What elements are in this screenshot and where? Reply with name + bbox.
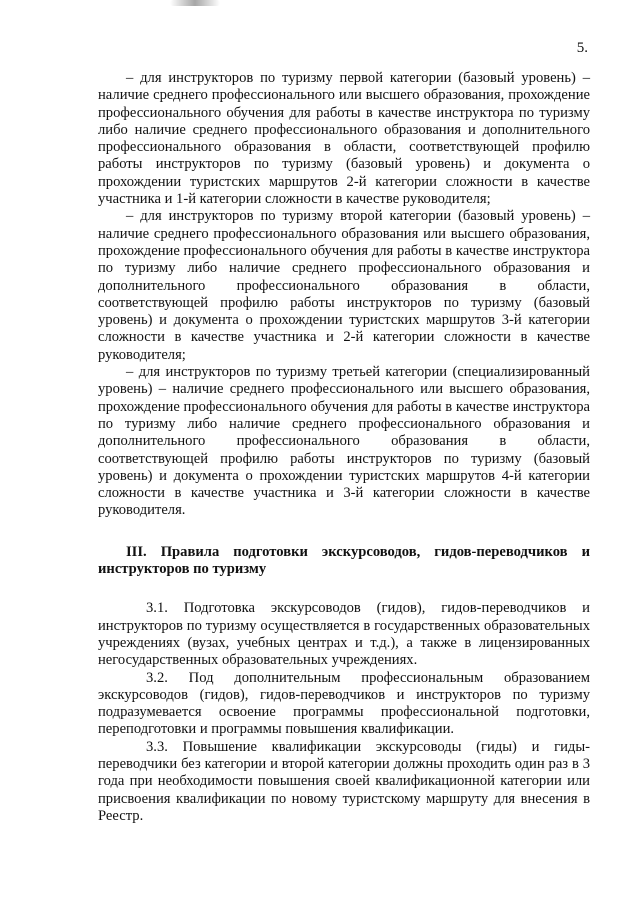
clause-3-2: 3.2. Под дополнительным профессиональным образованием экскурсоводов (гидов), гидов-переводчиков и инструкторов по туризму подразумевается освоение программы профессиональной подготовки, переподготовки и программы повышения квалификации.	[98, 669, 590, 738]
clause-3-1: 3.1. Подготовка экскурсоводов (гидов), гидов-переводчиков и инструкторов по туризму осуществляется в государственных образовательных учреждениях (вузах, учебных центрах и т.д.), а также в лицензированных негосударственных образовательных учреждениях.	[98, 600, 590, 669]
page-number: 5.	[576, 40, 588, 56]
spacer	[98, 578, 590, 600]
paragraph-instructor-first-category: – для инструкторов по туризму первой категории (базовый уровень) – наличие среднего профессионального или высшего образования, прохождение профессионального обучения для работы в качестве инструктора по туризму либо наличие среднего профессионального образования и дополнительного профессионального образования в области, соответствующей профилю работы инструкторов по туризму (базовый уровень) и документа о прохождении туристских маршрутов 2-й категории сложности в качестве участника и 1-й категории сложности в качестве руководителя;	[98, 70, 590, 208]
clause-3-3: 3.3. Повышение квалификации экскурсоводы (гиды) и гиды-переводчики без категории и второй категории должны проходить один раз в 3 года при необходимости повышения своей квалификационной категории или присвоения квалификации по новому туристскому маршруту для внесения в Реестр.	[98, 738, 590, 824]
paragraph-instructor-third-category: – для инструкторов по туризму третьей категории (специализированный уровень) – наличие среднего профессионального или высшего образования, прохождение профессионального обучения для работы в качестве инструктора по туризму либо наличие среднего профессионального образования и дополнительного профессионального образования в области, соответствующей профилю работы инструкторов по туризму (базовый уровень) и документа о прохождении туристских маршрутов 4-й категории сложности в качестве участника и 3-й категории сложности в качестве руководителя.	[98, 364, 590, 519]
section-heading: III. Правила подготовки экскурсоводов, гидов-переводчиков и инструкторов по туризму	[98, 543, 590, 578]
spacer	[98, 520, 590, 544]
scan-artifact	[170, 0, 220, 6]
document-body	[98, 70, 590, 825]
paragraph-instructor-second-category: – для инструкторов по туризму второй категории (базовый уровень) – наличие среднего профессионального образования или высшего образования, прохождение профессионального обучения для работы в качестве инструктора по туризму либо наличие среднего профессионального образования и дополнительного профессионального образования в области, соответствующей профилю работы инструкторов по туризму (базовый уровень) и документа о прохождении туристских маршрутов 3-й категории сложности в качестве участника и 2-й категории сложности в качестве руководителя;	[98, 208, 590, 363]
